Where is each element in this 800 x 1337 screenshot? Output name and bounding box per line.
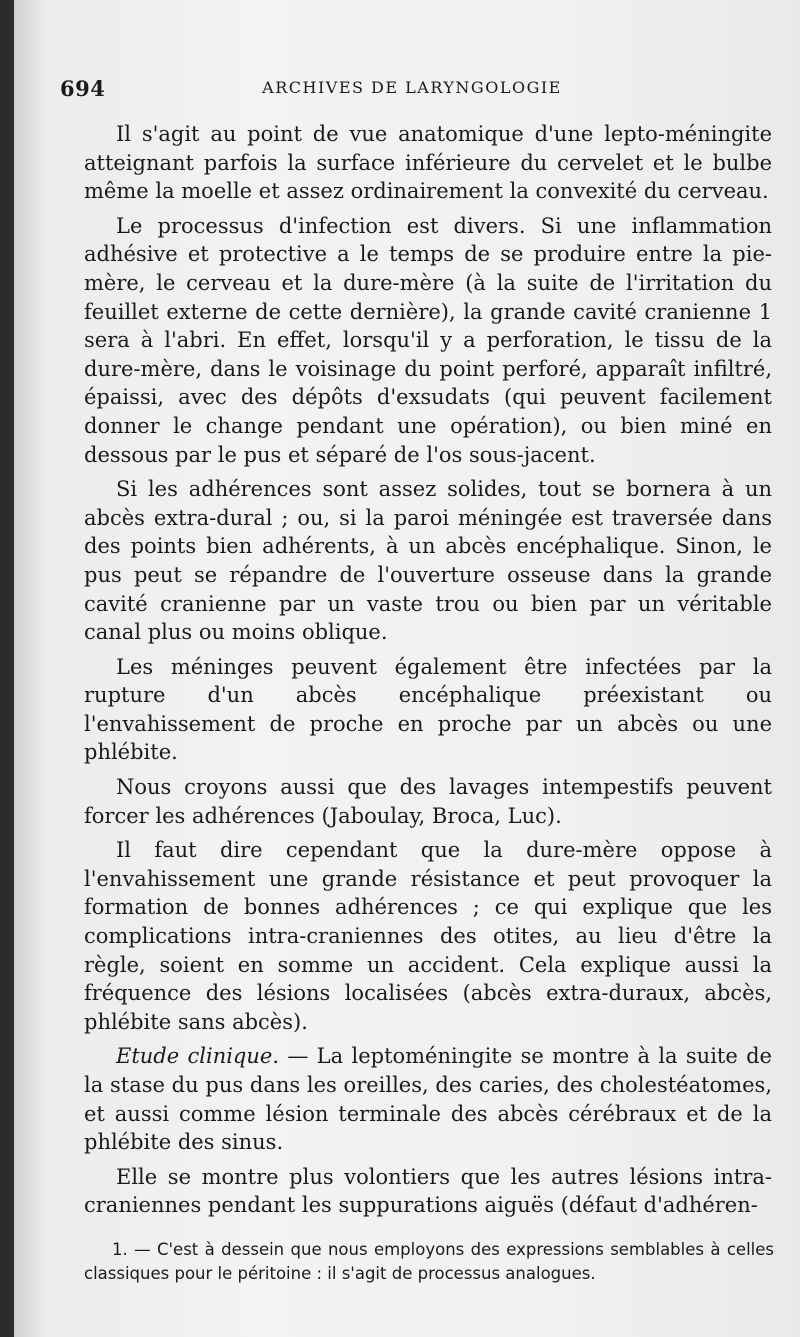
paragraph-adhesions bbox=[84, 475, 772, 647]
paragraph-text: Il s'agit au point de vue anatomique d'une lepto-méningite atteignant parfois la surface inférieure du cervelet et le bulbe même la moelle et assez ordinairement la convexité du cerveau. bbox=[84, 122, 772, 204]
paragraph-text: Le processus d'infection est divers. Si une inflammation adhésive et protective a le temps de se produire entre la pie-mère, le cerveau et la dure-mère (à la suite de l'irritation du feuillet externe de cette dernière), la grande cavité cranienne 1 sera à l'abri. En effet, lorsqu'il y a perforation, le tissu de la dure-mère, dans le voisinage du point perforé, apparaît infiltré, épaissi, avec des dépôts d'exsudats (qui peuvent facilement donner le change pendant une opération), ou bien miné en dessous par le pus et séparé de l'os sous-jacent. bbox=[84, 213, 772, 467]
paragraph-text: Il faut dire cependant que la dure-mère oppose à l'envahissement une grande résistance et peut provoquer la formation de bonnes adhérences ; ce qui explique que les complications intra-craniennes des otites, au lieu d'être la règle, soient en somme un accident. Cela explique aussi la fréquence des lésions localisées (abcès extra-duraux, abcès, phlébite sans abcès). bbox=[84, 838, 772, 1034]
paragraph-text: — La leptoméningite se montre à la suite de la stase du pus dans les oreilles, des caries, des cholestéatomes, et aussi comme lésion terminale des abcès cérébraux et de la phlébite des sinus. bbox=[84, 1044, 772, 1155]
paragraph-dura-resistance bbox=[84, 836, 772, 1036]
paragraph-text: Nous croyons aussi que des lavages intempestifs peuvent forcer les adhérences (Jaboulay, Broca, Luc). bbox=[84, 775, 772, 828]
section-heading-italic: Etude clinique. bbox=[116, 1044, 280, 1069]
paragraph-clinical-study bbox=[84, 1042, 772, 1156]
paragraph-anatomy bbox=[84, 120, 772, 206]
running-header bbox=[54, 76, 770, 100]
paragraph-lavages bbox=[84, 773, 772, 830]
paragraph-infection-process bbox=[84, 212, 772, 469]
page-number: 694 bbox=[60, 76, 106, 101]
body-text bbox=[84, 120, 772, 1226]
paragraph-text: Elle se montre plus volontiers que les autres lésions intra-craniennes pendant les suppurations aiguës (défaut d'adhéren- bbox=[84, 1164, 772, 1218]
footnote: 1. — C'est à dessein que nous employons des expressions semblables à celles classiques pour le péritoine : il s'agit de processus analogues. bbox=[84, 1240, 774, 1283]
book-page bbox=[14, 0, 800, 1337]
journal-title: ARCHIVES DE LARYNGOLOGIE bbox=[262, 78, 562, 97]
paragraph-meninges-infection bbox=[84, 653, 772, 767]
paragraph-text: Les méninges peuvent également être infectées par la rupture d'un abcès encéphalique préexistant ou l'envahissement de proche en proche par un abcès ou une phlébite. bbox=[84, 654, 772, 765]
paragraph-text: Si les adhérences sont assez solides, tout se bornera à un abcès extra-dural ; ou, si la paroi méningée est traversée dans des points bien adhérents, à un abcès encéphalique. Sinon, le pus peut se répandre de l'ouverture osseuse dans la grande cavité cranienne par un vaste trou ou bien par un véritable canal plus ou moins oblique. bbox=[84, 477, 772, 645]
paragraph-acute-suppuration bbox=[84, 1163, 772, 1220]
